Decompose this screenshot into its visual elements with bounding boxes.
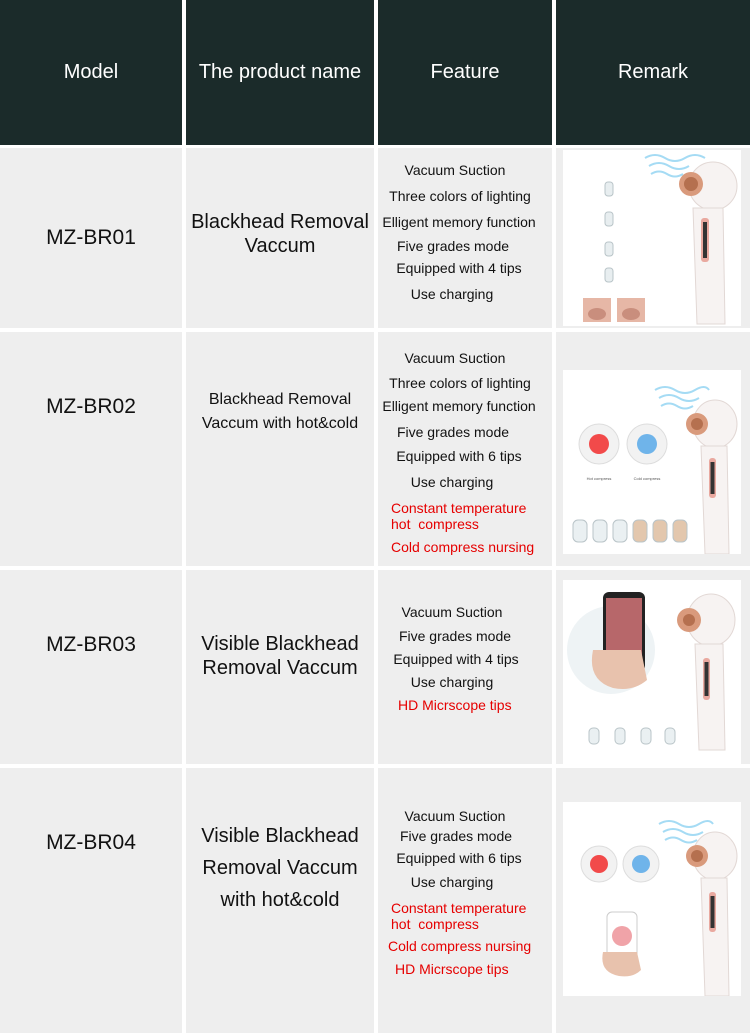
special-feature: Constant temperature hot compress [391,500,527,532]
model-code: MZ-BR03 [46,633,136,656]
header-feature-label: Feature [430,61,500,83]
product-name [186,210,374,258]
header-product-name [186,0,374,145]
model-code: MZ-BR01 [46,226,136,249]
feature-item: Five grades mode [396,238,510,254]
row-4-model-cell [0,768,182,1033]
feature-item: Equipped with 4 tips [393,651,519,667]
product-name-line: Blackhead Removal [208,391,352,408]
feature-item: Five grades mode [398,628,512,644]
product-name-line: Vaccum [244,235,316,257]
row-4-remark-cell [556,768,750,1033]
header-remark-label: Remark [617,61,688,83]
model-code: MZ-BR02 [46,395,136,418]
special-feature: HD Micrscope tips [395,961,509,977]
header-product-name-label: The product name [198,61,362,83]
header-remark [556,0,750,145]
row-1-name-cell [186,148,374,328]
feature-item: Equipped with 6 tips [396,850,522,866]
product-name [186,632,374,680]
hot-compress-caption: Hot compress [586,476,612,481]
product-name-line: Vaccum with hot&cold [201,415,359,432]
product-photo [563,150,741,326]
hot-cold-device-illustration [563,370,741,554]
feature-item: Vacuum Suction [404,808,506,824]
row-3-name-cell [186,570,374,764]
visible-device-illustration [563,580,741,764]
feature-item: Use charging [410,874,494,890]
row-1-remark-cell [556,148,750,328]
feature-item: Equipped with 4 tips [396,260,522,276]
special-feature: Cold compress nursing [388,938,532,954]
row-1-model-cell [0,148,182,328]
cold-compress-caption: Cold compress [633,476,661,481]
feature-item: Elligent memory function [382,214,536,230]
product-photo [563,580,741,764]
product-name [186,388,374,436]
feature-item: Use charging [410,674,494,690]
row-2-feature-cell [378,332,552,566]
feature-item: Use charging [410,474,494,490]
feature-item: Elligent memory function [382,398,536,414]
product-name-line: Visible Blackhead [201,825,359,847]
row-4-name-cell [186,768,374,1033]
row-2-remark-cell [556,332,750,566]
product-name-line: Removal Vaccum [202,857,358,879]
feature-item: Five grades mode [399,828,513,844]
row-3-model-cell [0,570,182,764]
row-3-feature-cell [378,570,552,764]
feature-item: Three colors of lighting [389,188,531,204]
feature-item: Equipped with 6 tips [396,448,522,464]
special-feature: Constant temperature hot compress [391,900,527,932]
row-4-feature-cell [378,768,552,1033]
product-name [186,820,374,916]
visible-hot-cold-device-illustration [563,802,741,996]
model-code: MZ-BR04 [46,830,136,854]
feature-item: Use charging [410,286,494,302]
product-name-line: Visible Blackhead [201,633,359,655]
feature-item: Vacuum Suction [401,604,503,620]
header-feature [378,0,552,145]
product-name-line: with hot&cold [220,889,340,911]
product-photo [563,802,741,996]
product-name-line: Removal Vaccum [202,657,358,679]
product-photo [563,370,741,554]
row-1-feature-cell [378,148,552,328]
row-3-remark-cell [556,570,750,764]
row-2-model-cell [0,332,182,566]
product-name-line: Blackhead Removal [191,211,369,233]
header-model-label: Model [63,61,119,83]
feature-item: Five grades mode [396,424,510,440]
feature-item: Three colors of lighting [389,375,531,391]
special-feature: HD Micrscope tips [398,697,512,713]
header-model [0,0,182,145]
special-feature: Cold compress nursing [391,539,535,555]
feature-item: Vacuum Suction [404,350,506,366]
row-2-name-cell [186,332,374,566]
blackhead-device-illustration [563,150,741,326]
feature-item: Vacuum Suction [404,162,506,178]
